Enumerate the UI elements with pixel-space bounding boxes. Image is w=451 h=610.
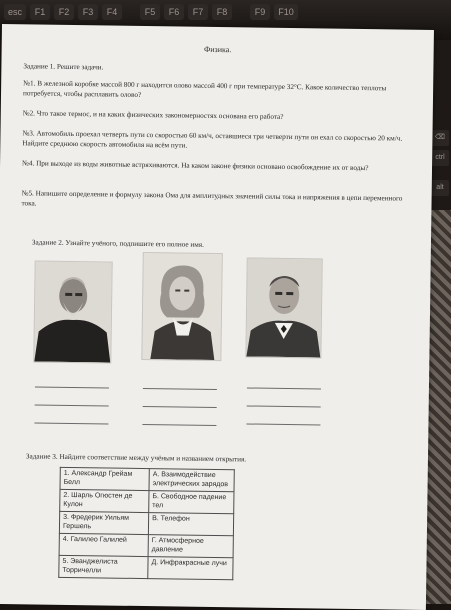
table-row bbox=[59, 555, 233, 579]
task2-heading: Задание 2. Узнайте учёного, подпишите его полное имя. bbox=[31, 238, 204, 249]
worksheet bbox=[0, 24, 434, 610]
scientist-cell: 1. Александр Грейам Белл bbox=[60, 467, 149, 490]
keyboard-key: F10 bbox=[274, 4, 298, 20]
answer-line[interactable] bbox=[142, 424, 216, 426]
scientist-cell: 3. Фредерик Уильям Гершель bbox=[59, 511, 148, 534]
matching-table bbox=[58, 467, 235, 580]
answer-line[interactable] bbox=[35, 386, 109, 388]
task3-heading: Задание 3. Найдите соответствие между учёным и названием открытия. bbox=[25, 452, 247, 464]
table-row bbox=[60, 489, 234, 513]
scientist-cell: 2. Шарль Огюстен де Кулон bbox=[60, 489, 149, 512]
keyboard-key: F4 bbox=[102, 4, 122, 20]
table-row bbox=[59, 511, 233, 535]
portrait-1-image bbox=[34, 261, 111, 362]
question-4: №4. При выходе из воды животные встряхиваются. На каком законе физики основано освобождение их от воды? bbox=[22, 159, 369, 173]
discovery-cell: Б. Свободное падение тел bbox=[149, 491, 234, 514]
question-1: №1. В железной коробке массой 800 г находится олово массой 400 г при температуре 32°С. Какое количество теплоты потребуется, чтобы расплавить олово? bbox=[22, 79, 387, 99]
keyboard-key: F5 bbox=[140, 4, 160, 20]
answer-line[interactable] bbox=[34, 422, 108, 424]
scientist-cell: 5. Эванджелиста Торричелли bbox=[59, 555, 148, 578]
portrait-2-image bbox=[142, 253, 221, 360]
question-2: №2. Что такое термос, и на каких физических закономерностях основана его работа? bbox=[22, 109, 284, 121]
discovery-cell: А. Взаимодействие электрических зарядов bbox=[149, 469, 234, 492]
portrait-3-image bbox=[246, 258, 321, 357]
question-3: №3. Автомобиль проехал четверть пути со скоростью 60 км/ч, оставшиеся три четверти пути он ехал со скоростью 20 км/ч. Найдите среднюю скорость автомобиля на всём пути. bbox=[22, 129, 403, 150]
keyboard-key: alt bbox=[431, 180, 449, 196]
keyboard-key: F8 bbox=[212, 4, 232, 20]
question-5: №5. Напишите определение и формулу закона Ома для амплитудных значений силы тока и напряжения в цепи переменного тока. bbox=[21, 189, 403, 208]
answer-line[interactable] bbox=[35, 404, 109, 406]
scientist-cell: 4. Галилео Галилей bbox=[59, 533, 148, 556]
keyboard-key: F1 bbox=[30, 4, 50, 20]
keyboard-key: F3 bbox=[78, 4, 98, 20]
discovery-cell: Г. Атмосферное давление bbox=[148, 535, 233, 558]
scientist-portrait-2 bbox=[141, 252, 223, 361]
keyboard-key: ⌫ bbox=[431, 130, 449, 146]
table-row bbox=[60, 467, 234, 491]
scientist-portrait-3 bbox=[245, 257, 322, 358]
keyboard-key: esc bbox=[4, 4, 26, 20]
keyboard-key: F6 bbox=[164, 4, 184, 20]
answer-line[interactable] bbox=[247, 405, 321, 407]
table-row bbox=[59, 533, 233, 557]
task1-heading: Задание 1. Решите задачи. bbox=[23, 62, 104, 72]
answer-line[interactable] bbox=[143, 388, 217, 390]
keyboard-key: ctrl bbox=[431, 150, 449, 166]
answer-line[interactable] bbox=[246, 423, 320, 425]
discovery-cell: В. Телефон bbox=[148, 513, 233, 536]
answer-line[interactable] bbox=[247, 387, 321, 389]
discovery-cell: Д. Инфракрасные лучи bbox=[148, 557, 233, 580]
keyboard-key: F9 bbox=[250, 4, 270, 20]
keyboard-key: F2 bbox=[54, 4, 74, 20]
page-title: Физика. bbox=[203, 44, 232, 55]
scientist-portrait-1 bbox=[33, 260, 112, 363]
answer-line[interactable] bbox=[143, 406, 217, 408]
keyboard-key: F7 bbox=[188, 4, 208, 20]
